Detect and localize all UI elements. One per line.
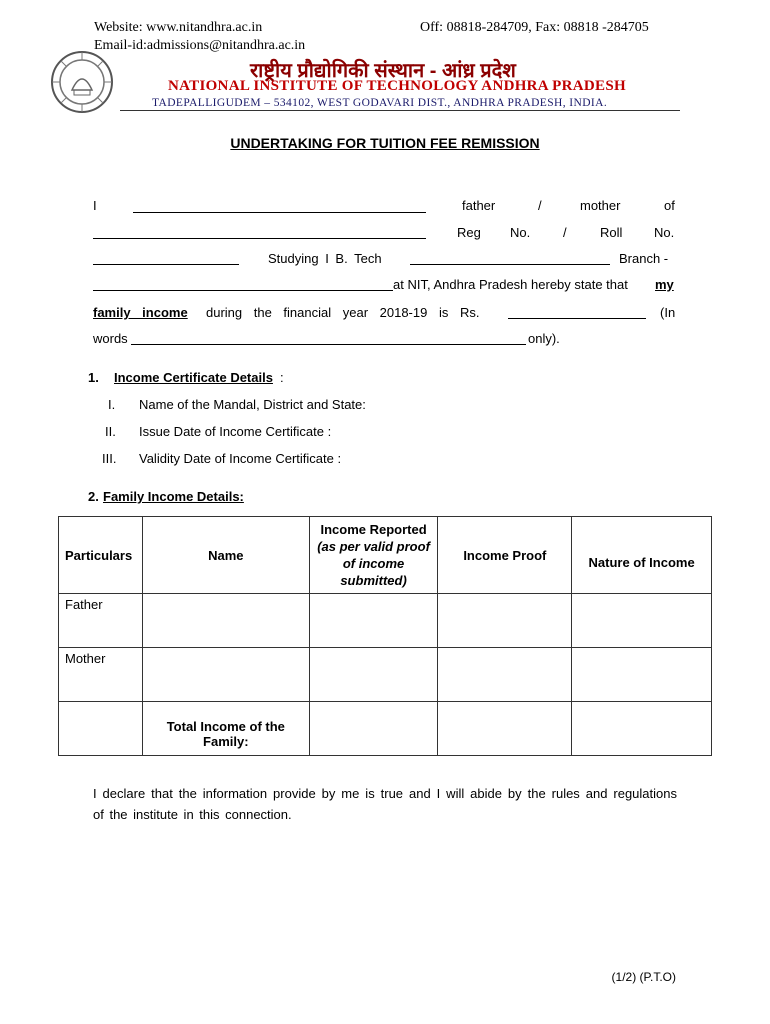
body-my: my (655, 277, 674, 292)
institute-address: TADEPALLIGUDEM – 534102, WEST GODAVARI DIST., ANDHRA PRADESH, INDIA. (152, 97, 608, 109)
income-amount-blank (508, 306, 646, 319)
total-empty-cell (59, 702, 143, 756)
reg-number-blank (93, 252, 239, 265)
mother-income-cell[interactable] (309, 648, 438, 702)
section1-colon: : (280, 370, 284, 385)
item3-roman: III. (102, 451, 117, 466)
institute-logo (50, 50, 114, 114)
body-studying: Studying I B. Tech (268, 251, 382, 266)
email-text: Email-id:admissions@nitandhra.ac.in (94, 38, 306, 53)
header-income-reported-line1: Income Reported (320, 522, 427, 537)
header-income-proof: Income Proof (438, 517, 572, 594)
father-income-cell[interactable] (309, 594, 438, 648)
mother-proof-cell[interactable] (438, 648, 572, 702)
body-no-1: No. (510, 225, 531, 240)
item3-text: Validity Date of Income Certificate : (139, 451, 342, 466)
table-row (59, 648, 712, 702)
declaration-text: I declare that the information provide by me is true and I will abide by the rules and regulations of the institute in this connection. (93, 786, 677, 822)
body-of: of (664, 198, 675, 213)
body-at-nit: at NIT, Andhra Pradesh hereby state that (393, 277, 628, 292)
section2-heading: Family Income Details: (103, 489, 244, 504)
mother-nature-cell[interactable] (572, 648, 712, 702)
institute-name-hindi: राष्ट्रीय प्रौद्योगिकी संस्थान - आंध्र प्रदेश (250, 60, 516, 82)
section2-number: 2. (88, 489, 99, 504)
table-total-row (59, 702, 712, 756)
total-nature-cell[interactable] (572, 702, 712, 756)
body-only: only). (528, 331, 560, 346)
body-slash-2: / (563, 225, 567, 240)
body-reg: Reg (457, 225, 481, 240)
total-proof-cell[interactable] (438, 702, 572, 756)
body-words: words (93, 331, 128, 346)
mother-name-cell[interactable] (142, 648, 309, 702)
body-mother: mother (580, 198, 621, 213)
item2-text: Issue Date of Income Certificate : (139, 424, 332, 439)
body-no-2: No. (654, 225, 675, 240)
body-father: father (462, 198, 496, 213)
item2-roman: II. (105, 424, 116, 439)
row-label-mother: Mother (59, 648, 143, 702)
item1-text: Name of the Mandal, District and State: (139, 397, 366, 412)
header-name: Name (142, 517, 309, 594)
father-name-cell[interactable] (142, 594, 309, 648)
table-header-row (59, 517, 712, 594)
page-footer: (1/2) (P.T.O) (611, 970, 676, 984)
office-phone-text: Off: 08818-284709, Fax: 08818 -284705 (420, 20, 649, 35)
body-roll: Roll (600, 225, 623, 240)
header-particulars: Particulars (59, 517, 143, 594)
student-name-blank (93, 226, 426, 239)
body-i: I (93, 198, 97, 213)
header-income-reported (309, 517, 438, 594)
father-proof-cell[interactable] (438, 594, 572, 648)
row-label-father: Father (59, 594, 143, 648)
document-title: UNDERTAKING FOR TUITION FEE REMISSION (230, 135, 540, 151)
total-income-label: Total Income of the Family: (142, 702, 309, 756)
institute-name: NATIONAL INSTITUTE OF TECHNOLOGY ANDHRA PRADESH (168, 78, 626, 94)
header-income-reported-line2: (as per valid proof of income submitted) (317, 539, 430, 588)
family-income-table (58, 516, 712, 756)
body-during: during the financial year 2018-19 is Rs. (206, 305, 480, 320)
name-blank (133, 200, 426, 213)
income-words-blank (131, 332, 526, 345)
item1-roman: I. (108, 397, 116, 412)
website-text: Website: www.nitandhra.ac.in (94, 20, 263, 35)
btech-blank (410, 252, 610, 265)
header-nature-of-income: Nature of Income (572, 517, 712, 594)
body-slash-1: / (538, 198, 542, 213)
section1-number: 1. (88, 370, 99, 385)
section1-heading: Income Certificate Details (114, 370, 273, 385)
header-divider (120, 110, 680, 111)
body-family-income: family income (93, 305, 188, 320)
total-income-cell[interactable] (309, 702, 438, 756)
body-in: (In (660, 305, 676, 320)
branch-blank (93, 278, 393, 291)
table-row (59, 594, 712, 648)
father-nature-cell[interactable] (572, 594, 712, 648)
body-branch: Branch - (619, 251, 669, 266)
